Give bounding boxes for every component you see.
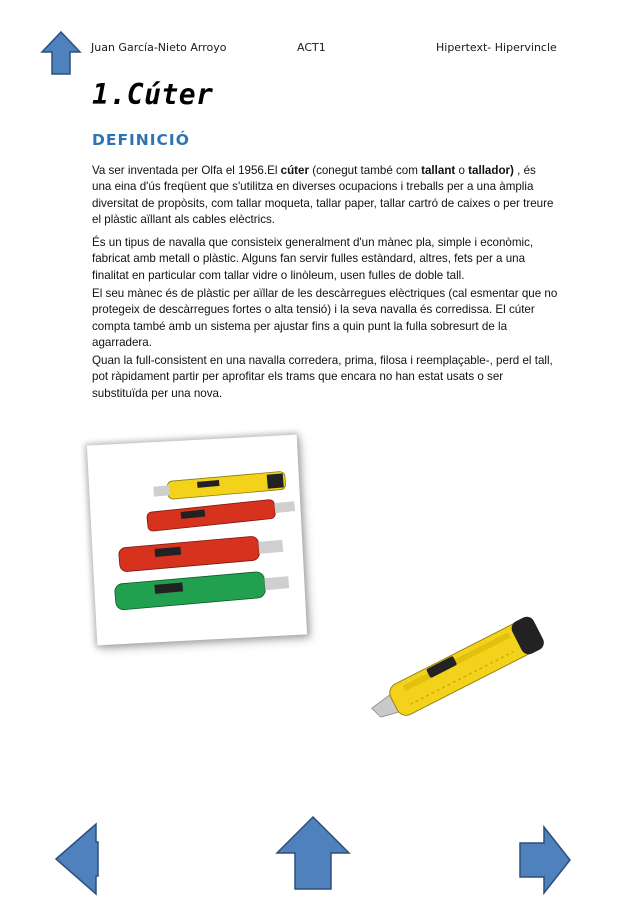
section-heading: DEFINICIÓ [92,131,190,149]
arrow-left-icon[interactable] [54,822,100,896]
header-activity: ACT1 [297,41,326,54]
paragraph-4: Quan la full-consistent en una navalla corredera, prima, filosa i reemplaçable-, perd el tall, pot ràpidament partir per aprofitar els trams que encara no han estat usats o ser substituïda per una nova. [92,354,553,400]
yellow-cutter-image [360,605,560,735]
header-topic: Hipertext- Hipervincle [436,41,557,54]
cutters-photo-frame [87,435,307,646]
paragraph-2: És un tipus de navalla que consisteix generalment d'un mànec pla, simple i econòmic, fabricat amb metall o plàstic. Alguns fan servir fulles estàndard, altres, fets per a una finalitat en particular com tallar vidre o linòleum, usen fulles de doble tall. [92,236,534,282]
arrow-up-icon[interactable] [275,815,351,891]
cutters-photo [87,435,307,646]
arrow-up-icon[interactable] [40,30,82,76]
page-title: 1.Cúter [92,78,214,111]
header-author: Juan García-Nieto Arroyo [91,41,227,54]
arrow-right-icon[interactable] [518,825,572,895]
paragraph-1: Va ser inventada per Olfa el 1956.El cúter (conegut també com tallant o tallador) , és una eina d'ús freqüent que s'utilitza en diverses ocupacions i treballs per a una àmplia diversitat de propòsits, com tallar moqueta, tallar paper, tallar cartró de caixes o per treure el plàstic aïllant als cables elèctrics. [92,164,554,226]
paragraph-3: El seu mànec és de plàstic per aïllar de les descàrregues elèctriques (cal esmentar que no protegeix de descàrregues fortes o alta tensió) i la seva navalla és corredissa. El cúter compta també amb un sistema per ajustar fins a quin punt la fulla sobresurt de la agarradera. [92,287,558,349]
